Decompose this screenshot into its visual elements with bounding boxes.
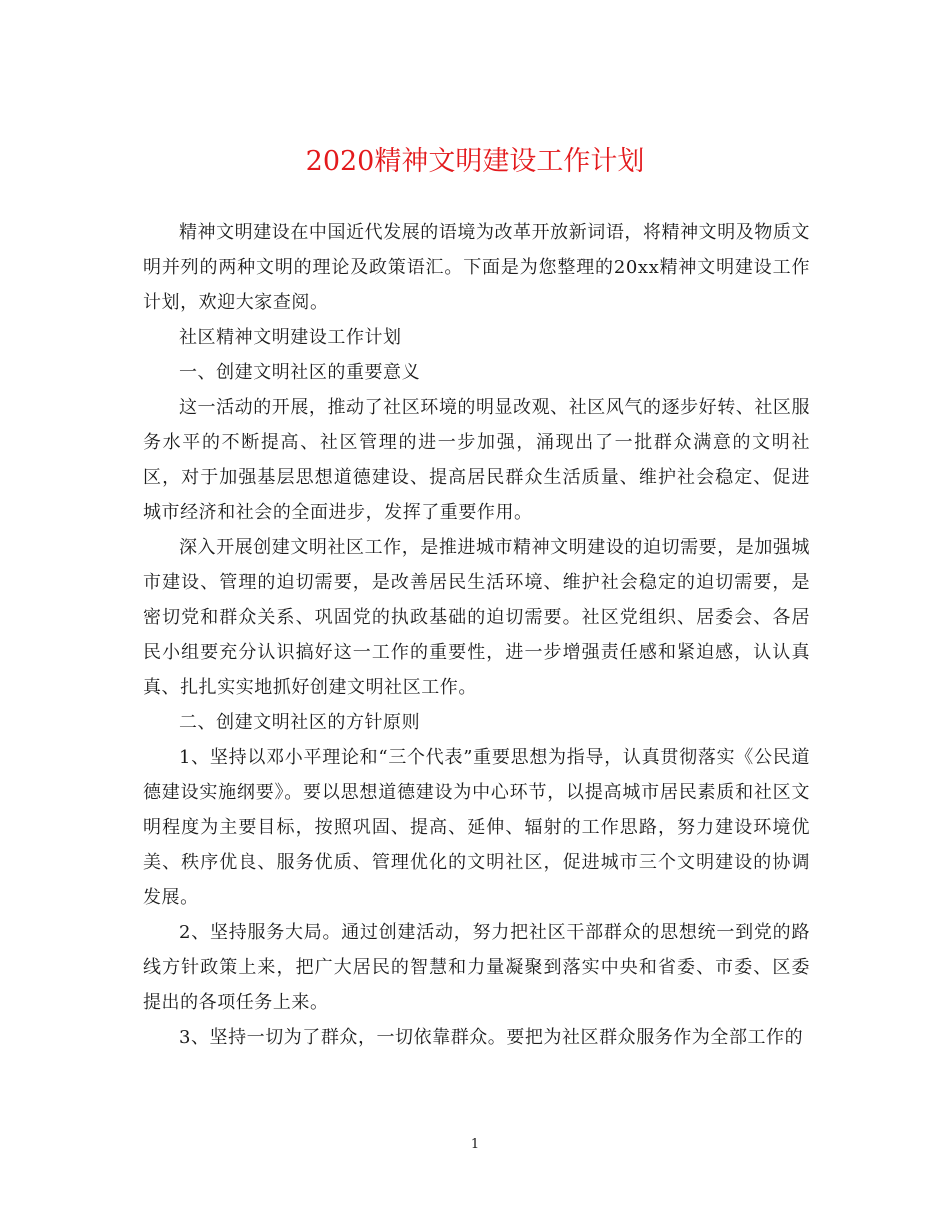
intro-paragraph: 精神文明建设在中国近代发展的语境为改革开放新词语，将精神文明及物质文明并列的两种文明的理论及政策语汇。下面是为您整理的20xx精神文明建设工作计划，欢迎大家查阅。: [143, 222, 810, 313]
body-paragraph: 这一活动的开展，推动了社区环境的明显改观、社区风气的逐步好转、社区服务水平的不断提高、社区管理的进一步加强，涌现出了一批群众满意的文明社区，对于加强基层思想道德建设、提高居民群众生活质量、维护社会稳定、促进城市经济和社会的全面进步，发挥了重要作用。: [143, 397, 810, 523]
document-title: 2020精神文明建设工作计划: [305, 146, 645, 177]
numbered-paragraph: 2、坚持服务大局。通过创建活动，努力把社区干部群众的思想统一到党的路线方针政策上来，把广大居民的智慧和力量凝聚到落实中央和省委、市委、区委提出的各项任务上来。: [143, 922, 810, 1013]
section-heading: 社区精神文明建设工作计划: [179, 327, 402, 348]
document-body: [143, 215, 810, 1055]
subsection-heading: 一、创建文明社区的重要意义: [179, 362, 421, 383]
numbered-paragraph: 3、坚持一切为了群众，一切依靠群众。要把为社区群众服务作为全部工作的: [179, 1027, 804, 1048]
page-number: 1: [470, 1137, 480, 1152]
subsection-heading: 二、创建文明社区的方针原则: [179, 712, 421, 733]
body-paragraph: 深入开展创建文明社区工作，是推进城市精神文明建设的迫切需要，是加强城市建设、管理的迫切需要，是改善居民生活环境、维护社会稳定的迫切需要，是密切党和群众关系、巩固党的执政基础的迫切需要。社区党组织、居委会、各居民小组要充分认识搞好这一工作的重要性，进一步增强责任感和紧迫感，认认真真、扎扎实实地抓好创建文明社区工作。: [143, 537, 810, 698]
numbered-paragraph: 1、坚持以邓小平理论和“三个代表”重要思想为指导，认真贯彻落实《公民道德建设实施纲要》。要以思想道德建设为中心环节，以提高城市居民素质和社区文明程度为主要目标，按照巩固、提高、延伸、辐射的工作思路，努力建设环境优美、秩序优良、服务优质、管理优化的文明社区，促进城市三个文明建设的协调发展。: [143, 747, 810, 908]
